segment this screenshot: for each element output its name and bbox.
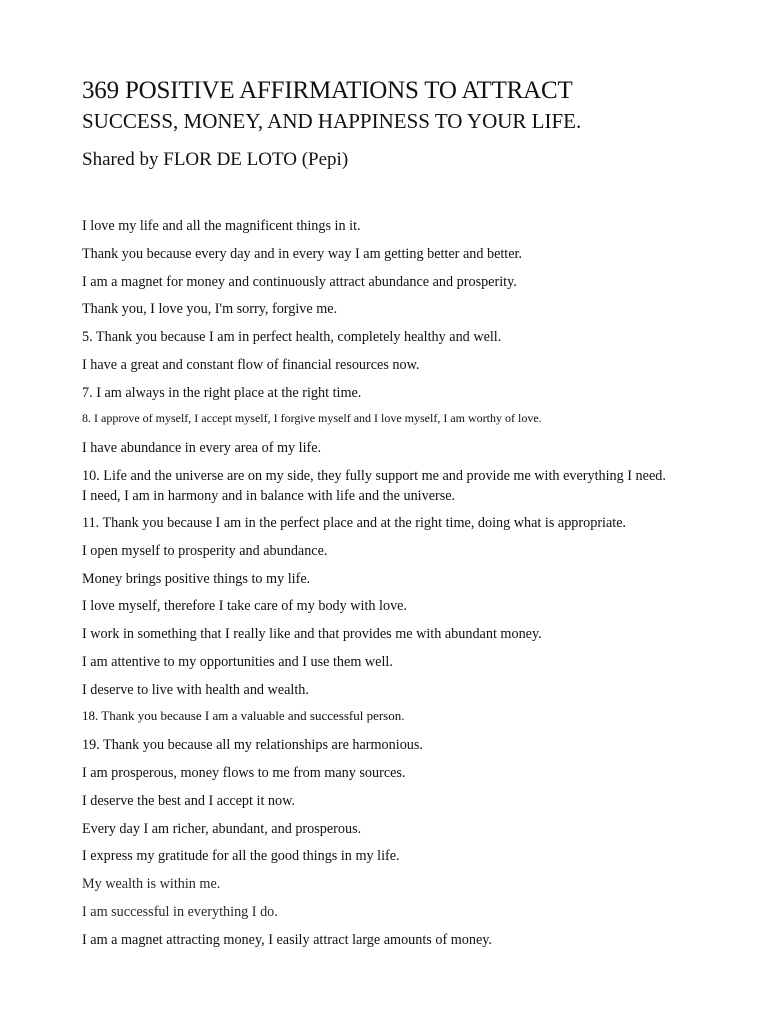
document-title-line2: SUCCESS, MONEY, AND HAPPINESS TO YOUR LIFE. [82,109,582,133]
affirmation-item: I work in something that I really like and that provides me with abundant money. [82,626,542,642]
affirmation-item: 10. Life and the universe are on my side, they fully support me and provide me with everything I need. [82,468,666,484]
document-byline: Shared by FLOR DE LOTO (Pepi) [82,149,349,170]
affirmation-item: Thank you because every day and in every way I am getting better and better. [82,246,523,262]
affirmation-item: I love my life and all the magnificent things in it. [82,218,361,234]
affirmation-item: 5. Thank you because I am in perfect health, completely healthy and well. [82,329,502,345]
affirmation-item: My wealth is within me. [82,876,221,892]
affirmation-item: I am successful in everything I do. [82,904,278,920]
affirmation-item: 8. I approve of myself, I accept myself, I forgive myself and I love myself, I am worthy of love. [82,411,542,425]
affirmation-item: Money brings positive things to my life. [82,571,311,587]
affirmation-item: Thank you, I love you, I'm sorry, forgive me. [82,301,338,317]
affirmation-item: 19. Thank you because all my relationships are harmonious. [82,737,423,753]
affirmation-item: I love myself, therefore I take care of my body with love. [82,598,408,614]
affirmation-item: I open myself to prosperity and abundance. [82,543,328,559]
affirmation-item: I express my gratitude for all the good things in my life. [82,848,400,864]
affirmation-item: I have a great and constant flow of financial resources now. [82,357,420,373]
affirmation-item: 7. I am always in the right place at the right time. [82,385,362,401]
affirmation-item: I deserve the best and I accept it now. [82,793,295,809]
affirmation-item: I am prosperous, money flows to me from many sources. [82,765,406,781]
affirmation-item: 18. Thank you because I am a valuable and successful person. [82,708,405,723]
document-title-line1: 369 POSITIVE AFFIRMATIONS TO ATTRACT [82,77,573,104]
affirmation-item: I deserve to live with health and wealth. [82,682,309,698]
affirmation-item: I am a magnet attracting money, I easily attract large amounts of money. [82,932,492,948]
affirmation-item: I have abundance in every area of my life. [82,440,322,456]
affirmation-item: I am attentive to my opportunities and I use them well. [82,654,393,670]
affirmation-item: Every day I am richer, abundant, and prosperous. [82,821,362,837]
affirmation-item: I am a magnet for money and continuously attract abundance and prosperity. [82,274,517,290]
affirmation-item-continuation: I need, I am in harmony and in balance with life and the universe. [82,488,456,504]
affirmation-item: 11. Thank you because I am in the perfect place and at the right time, doing what is appropriate. [82,515,627,531]
